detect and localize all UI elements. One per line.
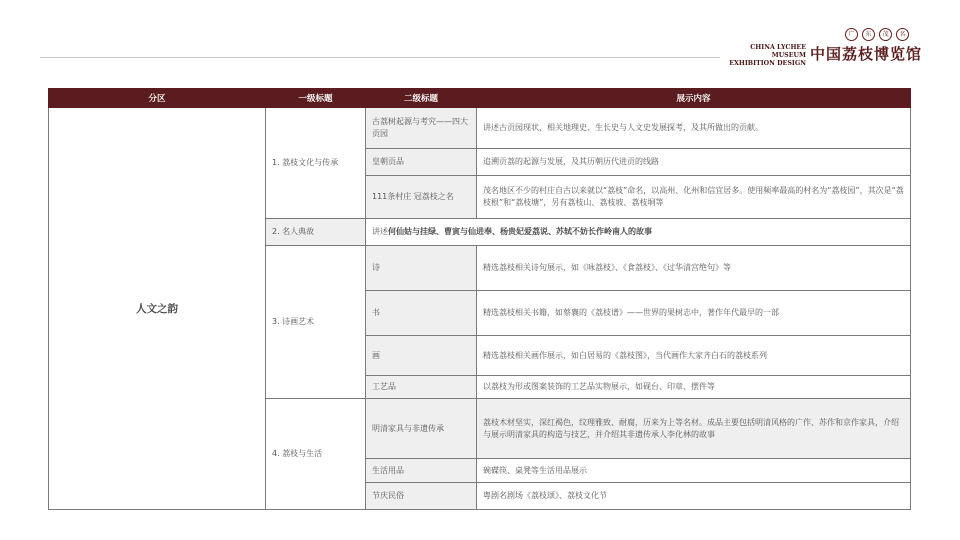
content-cell: 讲述古贡园现状，相关地理史、生长史与人文史发展探考，及其所做出的贡献。 [477, 108, 911, 149]
level2-cell: 工艺品 [366, 376, 477, 399]
seal-icon: 广 [845, 28, 858, 41]
level2-cell: 明清家具与非遗传承 [366, 399, 477, 459]
zone-cell: 人文之韵 [49, 108, 266, 510]
logo-en-line1: CHINA LYCHEE MUSEUM [750, 44, 806, 59]
content-cell: 荔枝木材坚实，深红褐色，纹理雅致、耐腐，历来为上等名材。成品主要包括明清风格的广作、苏作和京作家具，介绍与展示明清家具的构造与技艺，并介绍其非遗传承人李化林的故事 [477, 399, 911, 459]
logo-en-line2: EXHIBITION DESIGN [729, 60, 806, 67]
seal-icon: 东 [862, 28, 875, 41]
level1-cell: 1. 荔枝文化与传承 [266, 108, 366, 219]
seal-icons [845, 28, 909, 41]
level2-cell: 111条村庄 冠荔枝之名 [366, 176, 477, 219]
content-cell [366, 219, 911, 246]
level2-cell: 生活用品 [366, 459, 477, 483]
level1-cell: 2. 名人典故 [266, 219, 366, 246]
content-prefix: 讲述 [372, 227, 388, 236]
content-cell: 茂名地区不少的村庄自古以来就以“荔枝”命名，以高州、化州和信宜居多。使用频率最高的村名为“荔枝园”，其次是“荔枝根”和“荔枝塘”，另有荔枝山、荔枝坡、荔枝垌等 [477, 176, 911, 219]
level1-cell: 3. 诗画艺术 [266, 246, 366, 399]
header-zone: 分区 [49, 89, 266, 108]
header-level2: 二级标题 [366, 89, 477, 108]
content-bold: 何仙姑与挂绿、曹寅与仙进奉、杨贵妃爱荔说、苏轼不妨长作岭南人的故事 [388, 227, 652, 236]
level2-cell: 诗 [366, 246, 477, 291]
header-content: 展示内容 [477, 89, 911, 108]
seal-icon: 名 [896, 28, 909, 41]
content-cell: 碗碟筷、桌凳等生活用品展示 [477, 459, 911, 483]
level2-cell: 古荔树起源与考究——四大贡园 [366, 108, 477, 149]
header-divider [40, 57, 720, 58]
header-level1: 一级标题 [266, 89, 366, 108]
content-cell: 精选荔枝相关书籍，如蔡襄的《荔枝谱》——世界的果树志中，著作年代最早的一部 [477, 291, 911, 336]
content-cell: 精选荔枝相关画作展示，如白居易的《荔枝图》，当代画作大家齐白石的荔枝系列 [477, 336, 911, 376]
level1-cell: 4. 荔枝与生活 [266, 399, 366, 510]
content-cell: 以荔枝为形或图案装饰的工艺品实物展示，如砚台、印章、摆件等 [477, 376, 911, 399]
logo-chinese-title: 中国荔枝博览馆 [810, 45, 923, 63]
level2-cell: 画 [366, 336, 477, 376]
table-header-row [49, 89, 911, 108]
exhibition-table [48, 88, 911, 510]
content-cell: 精选荔枝相关诗句展示，如《咏荔枝》、《食荔枝》、《过华清宫绝句》等 [477, 246, 911, 291]
museum-logo [724, 28, 954, 67]
content-cell: 粤剧名剧场《荔枝颂》、荔枝文化节 [477, 483, 911, 510]
seal-icon: 茂 [879, 28, 892, 41]
level2-cell: 节庆民俗 [366, 483, 477, 510]
level2-cell: 皇朝贡品 [366, 149, 477, 176]
logo-english [726, 44, 806, 68]
table-row [49, 108, 911, 149]
level2-cell: 书 [366, 291, 477, 336]
content-cell: 追溯贡荔的起源与发展，及其历朝历代进贡的线路 [477, 149, 911, 176]
